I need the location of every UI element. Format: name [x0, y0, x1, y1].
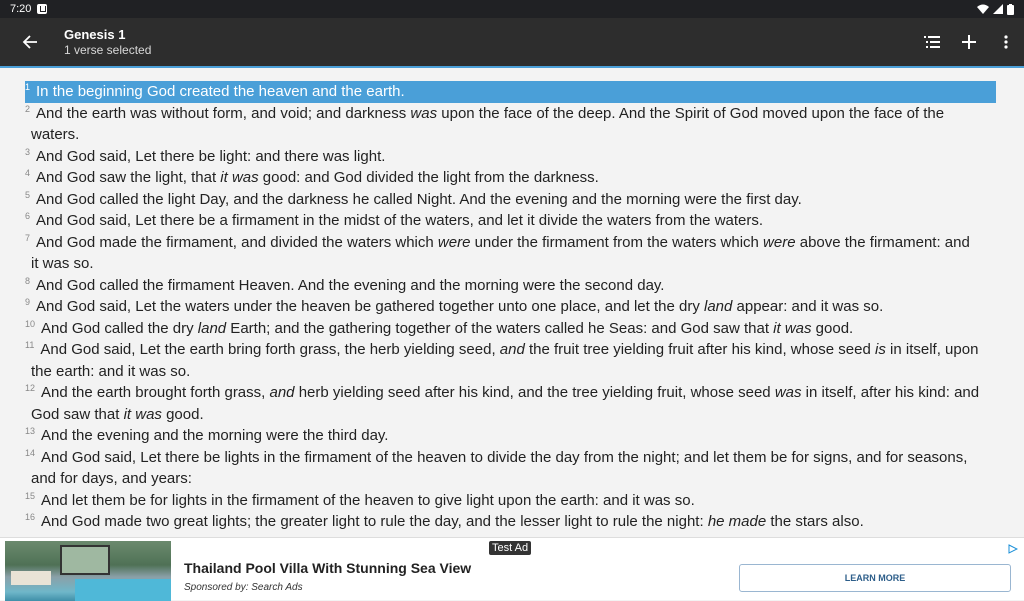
list-button[interactable] — [913, 17, 950, 67]
verse-number: 11 — [25, 340, 35, 350]
verse-13[interactable] — [25, 425, 980, 447]
verse-5[interactable] — [25, 189, 980, 211]
ad-image[interactable] — [5, 541, 171, 601]
verse-6[interactable] — [25, 210, 980, 232]
verse-number: 12 — [25, 383, 36, 393]
arrow-back-icon — [22, 34, 38, 50]
verse-text: And the earth brought forth grass, and herb yielding seed after his kind, and the tree yielding fruit, whose seed was in itself, after his kind: and God saw that it was good. — [31, 384, 980, 423]
verse-text: And God called the light Day, and the darkness he called Night. And the evening and the morning were the first day. — [36, 190, 802, 208]
verse-7[interactable] — [25, 232, 980, 275]
status-bar — [0, 0, 1024, 18]
verse-text: And God made two great lights; the greater light to rule the day, and the lesser light to rule the night: he made the stars also. — [41, 513, 864, 530]
ad-banner[interactable] — [0, 537, 1024, 600]
verse-text: And God said, Let there be lights in the firmament of the heaven to divide the day from the night; and let them be for signs, and for seasons, and for days, and years: — [31, 448, 968, 487]
ad-title[interactable]: Thailand Pool Villa With Stunning Sea View — [184, 560, 472, 576]
verse-text: And God said, Let the waters under the heaven be gathered together unto one place, and let the dry land appear: and it was so. — [36, 298, 884, 315]
verse-number: 4 — [25, 168, 31, 178]
ad-sponsor: Sponsored by: Search Ads — [184, 582, 303, 593]
chapter-text — [0, 70, 1024, 537]
battery-icon — [1007, 4, 1014, 15]
verse-text: In the beginning God created the heaven and the earth. — [36, 83, 405, 100]
verse-1[interactable] — [25, 81, 996, 103]
verse-3[interactable] — [25, 146, 980, 168]
wifi-icon — [977, 4, 989, 14]
back-button[interactable] — [0, 17, 60, 67]
verse-15[interactable] — [25, 490, 980, 512]
list-icon — [924, 35, 940, 49]
verse-9[interactable] — [25, 296, 980, 318]
verse-text: And the earth was without form, and void; and darkness was upon the face of the deep. And the Spirit of God moved upon the face of the waters. — [31, 104, 945, 143]
verse-text: And God called the firmament Heaven. And the evening and the morning were the second day. — [36, 276, 665, 294]
notification-icon — [37, 4, 47, 14]
verse-text: And let them be for lights in the firmament of the heaven to give light upon the earth: and it was so. — [41, 491, 695, 509]
verse-number: 8 — [25, 275, 31, 286]
plus-icon — [962, 35, 976, 49]
signal-icon — [993, 4, 1003, 14]
verse-text: And the evening and the morning were the third day. — [41, 427, 389, 444]
verse-number: 9 — [25, 297, 31, 307]
verse-text: And God called the dry land Earth; and the gathering together of the waters called he Seas: and God saw that it was good. — [41, 319, 854, 337]
verse-8[interactable] — [25, 275, 980, 297]
status-icons — [977, 4, 1014, 15]
verse-number: 14 — [25, 447, 36, 458]
verse-number: 13 — [25, 426, 36, 436]
add-button[interactable] — [950, 17, 987, 67]
verse-number: 6 — [25, 211, 31, 221]
verse-12[interactable] — [25, 382, 980, 425]
selection-subtitle: 1 verse selected — [64, 42, 152, 57]
title-block — [64, 27, 151, 58]
ad-choices-icon[interactable] — [1008, 544, 1018, 554]
verse-number: 2 — [25, 103, 31, 114]
verse-text: And God saw the light, that it was good: and God divided the light from the darkness. — [36, 169, 599, 186]
verse-number: 7 — [25, 232, 31, 243]
verse-14[interactable] — [25, 447, 980, 490]
verse-number: 10 — [25, 318, 36, 329]
verse-2[interactable] — [25, 103, 980, 146]
verse-number: 5 — [25, 189, 31, 200]
verse-number: 15 — [25, 490, 36, 501]
verse-number: 1 — [25, 82, 31, 92]
verse-10[interactable] — [25, 318, 980, 340]
verse-number: 16 — [25, 512, 36, 522]
verse-number: 3 — [25, 146, 31, 157]
verse-11[interactable] — [25, 339, 980, 382]
app-bar — [0, 18, 1024, 68]
test-ad-badge: Test Ad — [489, 541, 531, 555]
more-options-button[interactable] — [987, 17, 1024, 67]
verse-text: And God made the firmament, and divided the waters which were under the firmament from the waters which were above the firmament: and it was so. — [31, 233, 970, 272]
toolbar-actions — [913, 17, 1024, 67]
verse-text: And God said, Let there be a firmament in the midst of the waters, and let it divide the waters from the waters. — [36, 212, 764, 229]
verse-16[interactable] — [25, 511, 980, 533]
verse-4[interactable] — [25, 167, 980, 189]
more-vert-icon — [1004, 35, 1008, 49]
verse-text: And God said, Let there be light: and there was light. — [36, 147, 386, 165]
status-time: 7:20 — [10, 3, 32, 15]
verse-text: And God said, Let the earth bring forth grass, the herb yielding seed, and the fruit tree yielding fruit after his kind, whose seed is in itself, upon the earth: and it was so. — [31, 341, 979, 380]
page-title: Genesis 1 — [64, 26, 126, 42]
learn-more-button[interactable]: LEARN MORE — [739, 564, 1011, 592]
